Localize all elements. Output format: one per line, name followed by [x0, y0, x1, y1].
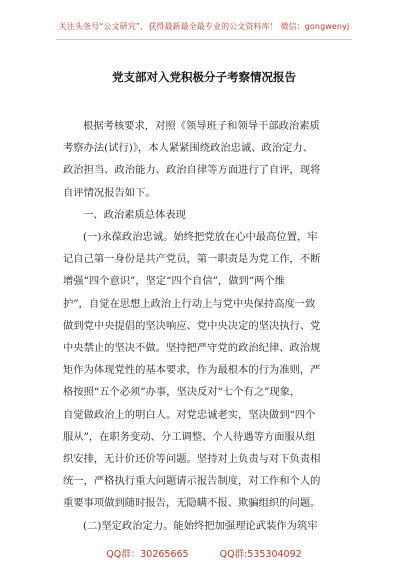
body-line: 服从”，在职务变动、分工调整、个人待遇等方面服从组: [63, 430, 316, 443]
footer-contact: [0, 546, 408, 560]
body-line: 矩作为体现党性的基本要求，作为最根本的行为准则，严: [63, 364, 321, 377]
body-line: 重要事项做到随时报告，无隐瞒不报、欺骗组织的问题。: [63, 497, 321, 510]
paragraph-resolve: [63, 515, 349, 537]
body-line: (一)永葆政治忠诚。始终把党放在心中最高位置，牢: [83, 231, 318, 244]
paragraph-loyalty: [63, 226, 349, 515]
body-line: 考察办法(试行)》，本人紧紧围绕政治忠诚、政治定力、: [63, 142, 314, 155]
body-line: 记自己第一身份是共产党员，第一职责是为党工作，不断: [63, 253, 321, 266]
document-title: 党支部对入党积极分子考察情况报告: [112, 70, 296, 84]
header-note: 关注头条号“公文研究”，获得最新最全最专业的公文资料库！ 微信：gongwenyj: [58, 22, 350, 31]
paragraph-intro: [63, 115, 349, 204]
header-divider: [56, 39, 352, 40]
body-line: 中央禁止的坚决不做。坚持把严守党的政治纪律、政治规: [63, 342, 321, 355]
body-line: (二)坚定政治定力。能始终把加强理论武装作为筑牢: [83, 519, 318, 532]
body-line: 护”，自觉在思想上政治上行动上与党中央保持高度一致: [63, 297, 316, 310]
footer-qq-group-1: QQ群：30265665: [106, 549, 189, 560]
body-line: 做到党中央提倡的坚决响应、党中央决定的坚决执行、党: [63, 319, 321, 332]
document-body: [63, 115, 349, 537]
body-line: 自觉做政治上的明白人。对党忠诚老实，坚决做到“四个: [63, 408, 316, 421]
body-line: 自评情况报告如下。: [63, 186, 156, 199]
body-line: 格按照“五个必须”办事，坚决反对“七个有之”现象，: [63, 386, 301, 399]
body-line: 政治担当、政治能力、政治自律等方面进行了自评，现将: [63, 164, 321, 177]
body-line: 统一，严格执行重大问题请示报告制度，对工作和个人的: [63, 475, 321, 488]
body-line: 增强“四个意识”，坚定“四个自信”，做到“两个维: [63, 275, 285, 288]
section-heading: [63, 204, 349, 226]
footer-qq-group-2: QQ群:535304092: [219, 549, 302, 560]
body-line: 根据考核要求，对照《领导班子和领导干部政治素质: [83, 120, 320, 132]
body-line: 一、政治素质总体表现: [83, 208, 186, 221]
body-line: 织安排，无计价还价等问题。坚持对上负责与对下负责相: [63, 453, 321, 466]
